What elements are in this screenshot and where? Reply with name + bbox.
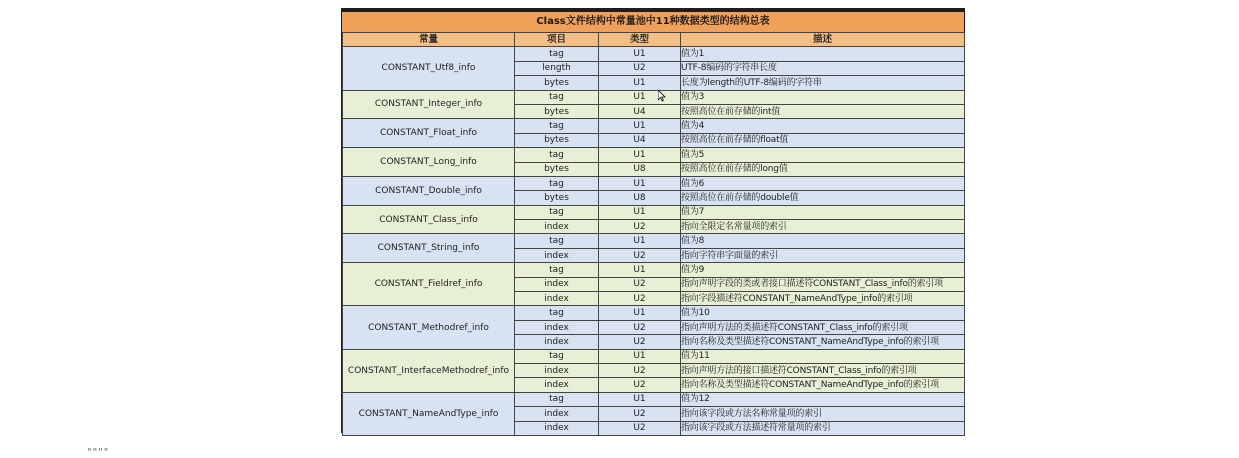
table-row — [343, 349, 965, 363]
header-row — [343, 33, 965, 47]
desc-cell: 指向名称及类型描述符CONSTANT_NameAndType_info的索引项 — [681, 378, 965, 392]
table-row — [343, 90, 965, 104]
desc-cell: 值为11 — [681, 349, 965, 363]
constant-name-cell: CONSTANT_NameAndType_info — [343, 392, 515, 435]
item-cell: tag — [515, 306, 599, 320]
item-cell: tag — [515, 349, 599, 363]
desc-cell: UTF-8编码的字符串长度 — [681, 61, 965, 75]
desc-cell: 指向字段描述符CONSTANT_NameAndType_info的索引项 — [681, 292, 965, 306]
type-cell: U1 — [599, 306, 681, 320]
item-cell: tag — [515, 148, 599, 162]
table-row — [343, 392, 965, 406]
desc-cell: 值为8 — [681, 234, 965, 248]
type-cell: U2 — [599, 277, 681, 291]
item-cell: index — [515, 320, 599, 334]
type-cell: U2 — [599, 421, 681, 435]
item-cell: index — [515, 248, 599, 262]
item-cell: index — [515, 407, 599, 421]
type-cell: U1 — [599, 263, 681, 277]
item-cell: tag — [515, 119, 599, 133]
constant-name-cell: CONSTANT_Float_info — [343, 119, 515, 148]
desc-cell: 按照高位在前存储的float值 — [681, 133, 965, 147]
type-cell: U1 — [599, 205, 681, 219]
desc-cell: 值为7 — [681, 205, 965, 219]
type-cell: U1 — [599, 176, 681, 190]
desc-cell: 按照高位在前存储的long值 — [681, 162, 965, 176]
type-cell: U1 — [599, 234, 681, 248]
type-cell: U2 — [599, 320, 681, 334]
header-type: 类型 — [599, 33, 681, 47]
type-cell: U2 — [599, 407, 681, 421]
footer-marks: """" — [87, 447, 110, 458]
header-desc: 描述 — [681, 33, 965, 47]
type-cell: U1 — [599, 76, 681, 90]
header-constant: 常量 — [343, 33, 515, 47]
constant-name-cell: CONSTANT_Double_info — [343, 176, 515, 205]
item-cell: tag — [515, 176, 599, 190]
desc-cell: 指向名称及类型描述符CONSTANT_NameAndType_info的索引项 — [681, 335, 965, 349]
item-cell: index — [515, 335, 599, 349]
type-cell: U1 — [599, 90, 681, 104]
desc-cell: 长度为length的UTF-8编码的字符串 — [681, 76, 965, 90]
desc-cell: 按照高位在前存储的double值 — [681, 191, 965, 205]
table-row — [343, 47, 965, 61]
type-cell: U4 — [599, 133, 681, 147]
desc-cell: 值为9 — [681, 263, 965, 277]
constant-name-cell: CONSTANT_Utf8_info — [343, 47, 515, 90]
constant-name-cell: CONSTANT_Methodref_info — [343, 306, 515, 349]
constant-name-cell: CONSTANT_Integer_info — [343, 90, 515, 119]
header-item: 项目 — [515, 33, 599, 47]
type-cell: U1 — [599, 119, 681, 133]
constant-name-cell: CONSTANT_Long_info — [343, 148, 515, 177]
table-row — [343, 148, 965, 162]
table-row — [343, 176, 965, 190]
desc-cell: 指向声明方法的类描述符CONSTANT_Class_info的索引项 — [681, 320, 965, 334]
item-cell: index — [515, 378, 599, 392]
item-cell: tag — [515, 47, 599, 61]
table-row — [343, 263, 965, 277]
desc-cell: 值为10 — [681, 306, 965, 320]
desc-cell: 指向字符串字面量的索引 — [681, 248, 965, 262]
desc-cell: 指向全限定名常量项的索引 — [681, 220, 965, 234]
type-cell: U2 — [599, 363, 681, 377]
type-cell: U1 — [599, 47, 681, 61]
desc-cell: 值为5 — [681, 148, 965, 162]
type-cell: U1 — [599, 392, 681, 406]
item-cell: tag — [515, 263, 599, 277]
item-cell: index — [515, 363, 599, 377]
desc-cell: 指向该字段或方法名称常量项的索引 — [681, 407, 965, 421]
item-cell: length — [515, 61, 599, 75]
constant-name-cell: CONSTANT_Class_info — [343, 205, 515, 234]
constant-name-cell: CONSTANT_String_info — [343, 234, 515, 263]
table-body — [343, 47, 965, 436]
item-cell: index — [515, 292, 599, 306]
type-cell: U2 — [599, 335, 681, 349]
desc-cell: 按照高位在前存储的int值 — [681, 104, 965, 118]
desc-cell: 指向声明字段的类或者接口描述符CONSTANT_Class_info的索引项 — [681, 277, 965, 291]
type-cell: U2 — [599, 61, 681, 75]
desc-cell: 指向该字段或方法描述符常量项的索引 — [681, 421, 965, 435]
constant-name-cell: CONSTANT_Fieldref_info — [343, 263, 515, 306]
table-title: Class文件结构中常量池中11种数据类型的结构总表 — [342, 12, 964, 32]
item-cell: index — [515, 220, 599, 234]
item-cell: bytes — [515, 104, 599, 118]
desc-cell: 指向声明方法的接口描述符CONSTANT_Class_info的索引项 — [681, 363, 965, 377]
table-row — [343, 205, 965, 219]
desc-cell: 值为6 — [681, 176, 965, 190]
type-cell: U8 — [599, 162, 681, 176]
desc-cell: 值为1 — [681, 47, 965, 61]
desc-cell: 值为3 — [681, 90, 965, 104]
type-cell: U8 — [599, 191, 681, 205]
item-cell: bytes — [515, 76, 599, 90]
item-cell: bytes — [515, 162, 599, 176]
item-cell: bytes — [515, 133, 599, 147]
constant-pool-table — [342, 32, 965, 436]
table-row — [343, 306, 965, 320]
item-cell: tag — [515, 90, 599, 104]
type-cell: U1 — [599, 148, 681, 162]
item-cell: tag — [515, 205, 599, 219]
type-cell: U1 — [599, 349, 681, 363]
constant-name-cell: CONSTANT_InterfaceMethodref_info — [343, 349, 515, 392]
item-cell: bytes — [515, 191, 599, 205]
desc-cell: 值为4 — [681, 119, 965, 133]
type-cell: U2 — [599, 248, 681, 262]
desc-cell: 值为12 — [681, 392, 965, 406]
item-cell: index — [515, 421, 599, 435]
item-cell: index — [515, 277, 599, 291]
item-cell: tag — [515, 392, 599, 406]
item-cell: tag — [515, 234, 599, 248]
type-cell: U4 — [599, 104, 681, 118]
table-row — [343, 234, 965, 248]
type-cell: U2 — [599, 220, 681, 234]
table-row — [343, 119, 965, 133]
type-cell: U2 — [599, 292, 681, 306]
type-cell: U2 — [599, 378, 681, 392]
